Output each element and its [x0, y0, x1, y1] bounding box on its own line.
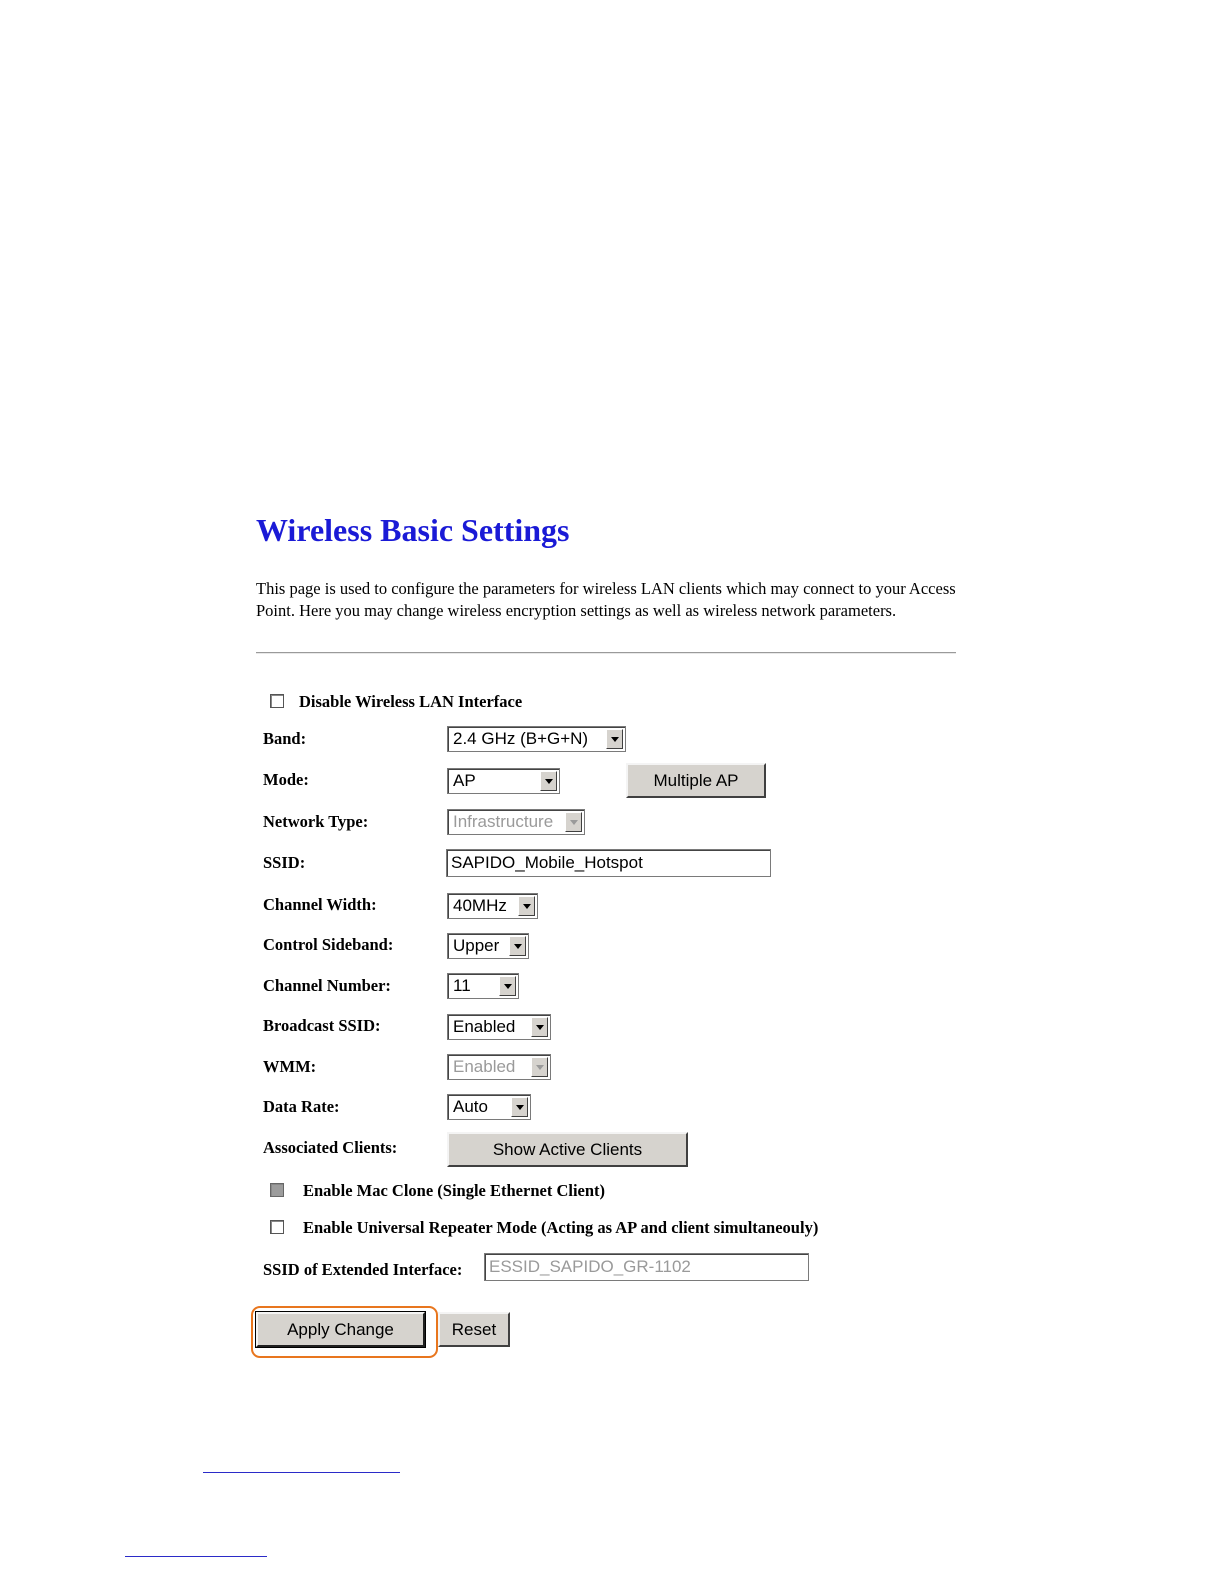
channel-width-select[interactable] [447, 893, 538, 919]
disable-wlan-label: Disable Wireless LAN Interface [299, 692, 523, 711]
chevron-down-icon [499, 976, 516, 996]
footer-link-underline[interactable] [125, 1556, 267, 1557]
wmm-label: WMM: [263, 1057, 317, 1076]
chevron-down-icon [606, 729, 623, 749]
mac-clone-label: Enable Mac Clone (Single Ethernet Client) [303, 1181, 606, 1200]
page-title: Wireless Basic Settings [256, 512, 570, 548]
chevron-down-icon [511, 1097, 528, 1117]
chevron-down-icon [531, 1017, 548, 1037]
band-label: Band: [263, 729, 307, 748]
mode-select[interactable] [447, 768, 560, 794]
extended-ssid-label: SSID of Extended Interface: [263, 1260, 463, 1279]
mac-clone-checkbox[interactable] [270, 1183, 284, 1197]
channel-number-select[interactable] [447, 973, 519, 999]
band-value: 2.4 GHz (B+G+N) [453, 729, 589, 748]
footer-link-underline[interactable] [203, 1472, 400, 1473]
extended-ssid-input[interactable]: ESSID_SAPIDO_GR-1102 [484, 1253, 809, 1281]
channel-number-value: 11 [453, 976, 471, 995]
wmm-select[interactable] [447, 1054, 551, 1080]
chevron-down-icon [509, 936, 526, 956]
channel-width-value: 40MHz [453, 896, 507, 915]
divider [256, 652, 956, 654]
network-type-label: Network Type: [263, 812, 369, 831]
broadcast-ssid-value: Enabled [453, 1017, 516, 1036]
broadcast-ssid-label: Broadcast SSID: [263, 1016, 381, 1035]
wmm-value: Enabled [453, 1057, 516, 1076]
channel-width-label: Channel Width: [263, 895, 377, 914]
control-sideband-select[interactable] [447, 933, 529, 959]
chevron-down-icon [540, 771, 557, 791]
universal-repeater-label: Enable Universal Repeater Mode (Acting as AP and client simultaneouly) [303, 1218, 819, 1237]
network-type-value: Infrastructure [453, 812, 554, 831]
disable-wlan-checkbox[interactable] [270, 694, 284, 708]
ssid-input[interactable]: SAPIDO_Mobile_Hotspot [446, 849, 771, 877]
multiple-ap-button[interactable]: Multiple AP [626, 763, 766, 798]
universal-repeater-checkbox[interactable] [270, 1220, 284, 1234]
broadcast-ssid-select[interactable] [447, 1014, 551, 1040]
chevron-down-icon [518, 896, 535, 916]
page-description: This page is used to configure the parameters for wireless LAN clients which may connect to your Access Point. Here you may change wireless encryption settings as well as wireless network parameters. [256, 579, 956, 620]
data-rate-value: Auto [453, 1097, 488, 1116]
chevron-down-icon [531, 1057, 548, 1077]
control-sideband-label: Control Sideband: [263, 935, 394, 954]
channel-number-label: Channel Number: [263, 976, 391, 995]
control-sideband-value: Upper [453, 936, 500, 955]
data-rate-label: Data Rate: [263, 1097, 340, 1116]
mode-value: AP [453, 771, 476, 790]
associated-clients-label: Associated Clients: [263, 1138, 398, 1157]
band-select[interactable] [447, 726, 626, 752]
apply-change-button[interactable]: Apply Change [256, 1312, 425, 1347]
ssid-label: SSID: [263, 853, 306, 872]
reset-button[interactable]: Reset [438, 1312, 510, 1347]
data-rate-select[interactable] [447, 1094, 531, 1120]
network-type-select[interactable] [447, 809, 585, 835]
chevron-down-icon [565, 812, 582, 832]
show-active-clients-button[interactable]: Show Active Clients [447, 1132, 688, 1167]
mode-label: Mode: [263, 770, 309, 789]
